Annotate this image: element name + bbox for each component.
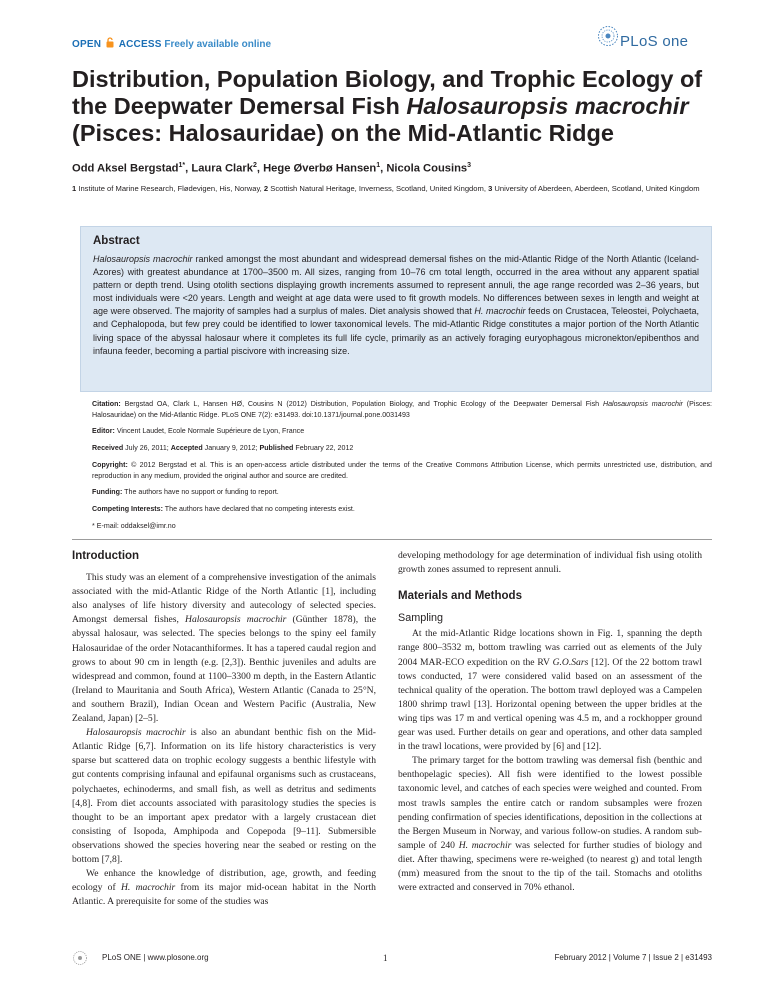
affiliation-text: Scottish Natural Heritage, Inverness, Scotland, United Kingdom,	[268, 184, 489, 193]
meta-label: Competing Interests:	[92, 505, 163, 514]
access-label: ACCESS	[118, 39, 162, 50]
dates	[92, 443, 712, 454]
meta-text: January 9, 2012;	[202, 444, 260, 453]
meta-label: Published	[259, 444, 294, 453]
paragraph-text: was selected for further studies of biology and diet. After thawing, specimens were re-weighed (to nearest g) and total length (mm) measured from the snout to the tip of the tail. Stomachs and otoliths were extracted and conserved in 70% ethanol.	[398, 839, 702, 894]
affiliation-text: Institute of Marine Research, Flødevigen, His, Norway,	[76, 184, 264, 193]
affiliation-number: 1	[72, 184, 77, 193]
species-name: H. macrochir	[120, 882, 176, 894]
citation	[92, 399, 712, 420]
abstract-species: Halosauropsis macrochir	[93, 254, 193, 264]
abstract-species: H. macrochir	[474, 306, 526, 317]
freely-available-label: Freely available online	[164, 39, 272, 50]
article-metadata	[92, 399, 712, 538]
open-label: OPEN	[72, 39, 102, 50]
species-name: Halosauropsis macrochir	[86, 727, 186, 739]
email[interactable]: * E-mail: oddaksel@imr.no	[92, 521, 176, 530]
article-title	[72, 66, 712, 147]
author-affiliation-mark: 3	[467, 162, 472, 169]
page-number: 1	[383, 953, 388, 963]
species-name: H. macrochir	[458, 839, 512, 851]
paragraph-text: from its major mid-ocean habitat in the North Atlantic. A prerequisite for some of the studies was	[72, 882, 376, 908]
meta-text: (Pisces: Halosauridae) on the Mid-Atlantic Ridge. PLoS ONE 7(2): e31493. doi:10.1371/journal.pone.0031493	[92, 400, 713, 419]
author-separator: ,	[185, 162, 192, 175]
author-name[interactable]: Laura Clark	[191, 162, 253, 175]
paragraph	[398, 754, 702, 895]
paragraph-text: [12]. Of the 22 bottom trawl tows conducted, 17 were considered valid based on an assessment of the technical quality of the operation. The bottom trawl deployed was a Campelen 1800 shrimp trawl [13]. Horizontal opening between the upper bridles at the wing tips was 17 m and vertical opening was 4.5 m, and a rockhopper ground gear was used. Further details on gear and operations, and other data sampled in the trawl locations, were provided by [6] and [12].	[398, 656, 702, 753]
plos-logo-text: PLoS one	[620, 33, 689, 50]
competing-interests	[92, 504, 712, 515]
meta-text: Bergstad OA, Clark L, Hansen HØ, Cousins N (2012) Distribution, Population Biology, and Trophic Ecology of the Deepwater Demersal Fish	[120, 400, 603, 408]
open-access-banner	[72, 37, 271, 51]
footer-issue: February 2012 | Volume 7 | Issue 2 | e31493	[554, 953, 712, 962]
meta-text: July 26, 2011;	[123, 444, 171, 453]
meta-label: Received	[92, 444, 124, 453]
affiliation-number: 2	[263, 184, 269, 193]
paragraph: developing methodology for age determination of individual fish using otolith growth zones assumed to represent annuli.	[398, 550, 702, 576]
affiliations	[72, 183, 712, 195]
meta-species: Halosauropsis macrochir	[602, 400, 683, 408]
right-column	[398, 549, 702, 895]
meta-text: © 2012 Bergstad et al. This is an open-access article distributed under the terms of the Creative Commons Attribution License, which permits unrestricted use, distribution, and reproduction in any medium, provided the original author and source are credited.	[92, 460, 712, 480]
paragraph	[72, 726, 376, 867]
paragraph-text: is also an abundant benthic fish on the Mid-Atlantic Ridge [6,7]. Information on its life history characteristics is very sparse but scattered data on trophic ecology suggests a benthic lifestyle with gut contents comprising infaunal and epifaunal organisms such as crustaceans, polychaetes, echinoderms, and small fish, as well as detritus and sediments [4,8]. From diet accounts associated with parasitology studies the species is thought to be an important apex predator with a largely crustacean diet consisting of Isopoda, Amphipoda and Copepoda [9–11]. Submersible observations showed the species hovering near the seabed or resting on the bottom [7,8].	[72, 727, 376, 865]
author-separator: ,	[256, 162, 264, 175]
meta-label: Citation:	[92, 400, 121, 408]
paragraph-text: We enhance the knowledge of distribution, age, growth, and feeding ecology of	[72, 868, 376, 894]
section-divider	[72, 539, 712, 540]
ship-name: G.O.Sars	[552, 656, 589, 668]
author-separator: ,	[380, 162, 387, 175]
funding	[92, 487, 712, 498]
author-list	[72, 162, 471, 175]
abstract-text	[93, 253, 699, 358]
meta-text: February 22, 2012	[293, 444, 354, 453]
title-species: Halosauropsis macrochir	[406, 93, 689, 119]
copyright	[92, 460, 712, 481]
meta-label: Copyright:	[92, 460, 128, 469]
meta-label: Accepted	[170, 444, 203, 453]
plos-one-logo[interactable]	[596, 24, 706, 54]
author-name[interactable]: Odd Aksel Bergstad	[72, 162, 179, 175]
author-name[interactable]: Hege Øverbø Hansen	[263, 162, 377, 175]
author-affiliation-mark: 1*	[178, 162, 186, 169]
title-part-1: Distribution, Population Biology, and Trophic Ecology of the Deepwater Demersal Fish	[72, 66, 703, 119]
title-part-2: (Pisces: Halosauridae) on the Mid-Atlantic Ridge	[72, 120, 614, 146]
introduction-heading: Introduction	[72, 550, 140, 562]
author-affiliation-mark: 2	[252, 162, 257, 169]
paragraph	[72, 867, 376, 909]
abstract-text-part: ranked amongst the most abundant and widespread demersal fishes on the mid-Atlantic Ridge of the North Atlantic (Iceland-Azores) with greatest abundance at 1700–3500 m. All sizes, ranging from 10–76 cm total length, occurred in the area without any apparent spatial pattern or depth trend. Using otolith sections displaying growth increments assumed to represent annuli, the age range recorded was 2–36 years, but most individuals were <20 years. Length and weight at age data were used to fit growth models. No differences between sexes in length and weight at age were observed. The majority of samples had a surplus of males. Diet analysis showed that	[93, 254, 699, 317]
sampling-subheading: Sampling	[398, 612, 444, 625]
affiliation-number: 3	[488, 184, 493, 193]
open-lock-icon	[106, 37, 114, 51]
affiliation-text: University of Aberdeen, Aberdeen, Scotland, United Kingdom	[492, 184, 700, 193]
paragraph-text: At the mid-Atlantic Ridge locations shown in Fig. 1, spanning the depth range 800–3532 m, bottom trawling was carried out as elements of the July 2004 MAR-ECO expedition on the RV	[398, 628, 702, 668]
paragraph-text: The primary target for the bottom trawling was demersal fish (benthic and benthopelagic species). All fish were identified to the lowest possible taxonomic level, and catches of each species were weighed and counted. From most trawls samples the entire catch or random subsamples were frozen pending confirmation of species identifications, deposition in the collections at the Bergen Museum in Norway, and various follow-on studies. A random sub-sample of 240	[398, 755, 702, 851]
paragraph	[72, 571, 376, 726]
meta-text: The authors have declared that no competing interests exist.	[162, 505, 355, 514]
footer-journal[interactable]: PLoS ONE | www.plosone.org	[102, 953, 209, 962]
author-affiliation-mark: 1	[376, 162, 381, 169]
abstract-box	[80, 226, 712, 392]
plos-globe-icon	[596, 24, 620, 54]
meta-text: Vincent Laudet, Ecole Normale Supérieure de Lyon, France	[114, 427, 305, 436]
abstract-text-part: feeds on Crustacea, Teleostei, Polychaeta, and Cephalopoda, but few prey could be identified to lower taxonomical levels. The mid-Atlantic Ridge constitutes a major portion of the North Atlantic living space of the abyssal halosaur where it completes its full life cycle, primarily as an actively foraging euryophagous micronekton/epibenthos and infauna feeder, becoming a partial piscivore with increasing size.	[93, 306, 699, 356]
editor	[92, 426, 712, 437]
paragraph-text: This study was an element of a comprehensive investigation of the animals associated with the mid-Atlantic Ridge of the North Atlantic [1], including also analyses of life history diversity and autecology of selected species. Amongst demersal fishes,	[72, 572, 376, 626]
meta-text: The authors have no support or funding to report.	[122, 488, 279, 497]
abstract-heading: Abstract	[93, 235, 140, 247]
author-name[interactable]: Nicola Cousins	[386, 162, 468, 175]
plos-footer-icon	[72, 950, 96, 966]
species-name: Halosauropsis macrochir	[185, 614, 287, 626]
paragraph-text: (Günther 1878), the abyssal halosaur, was selected. The species belongs to the spiny eel family Halosauridae of the order Notacanthiformes. It has a tapered caudal region and grows to about 90 cm in length (e.g. [2,3]). Benthic juveniles and adults are widespread and common, found at 1100–3300 m depth, in the Eastern Atlantic (Ireland to Mauritania and South Africa), Western Atlantic (Canada to 25°N, and southern Brazil), Indian Ocean and Western Pacific (Australia, New Zealand, Japan) [2–5].	[72, 614, 376, 725]
paragraph	[398, 627, 702, 754]
left-column	[72, 549, 376, 909]
page-footer	[72, 950, 712, 966]
meta-label: Funding:	[92, 488, 123, 497]
meta-label: Editor:	[92, 427, 115, 436]
methods-heading: Materials and Methods	[398, 590, 522, 603]
